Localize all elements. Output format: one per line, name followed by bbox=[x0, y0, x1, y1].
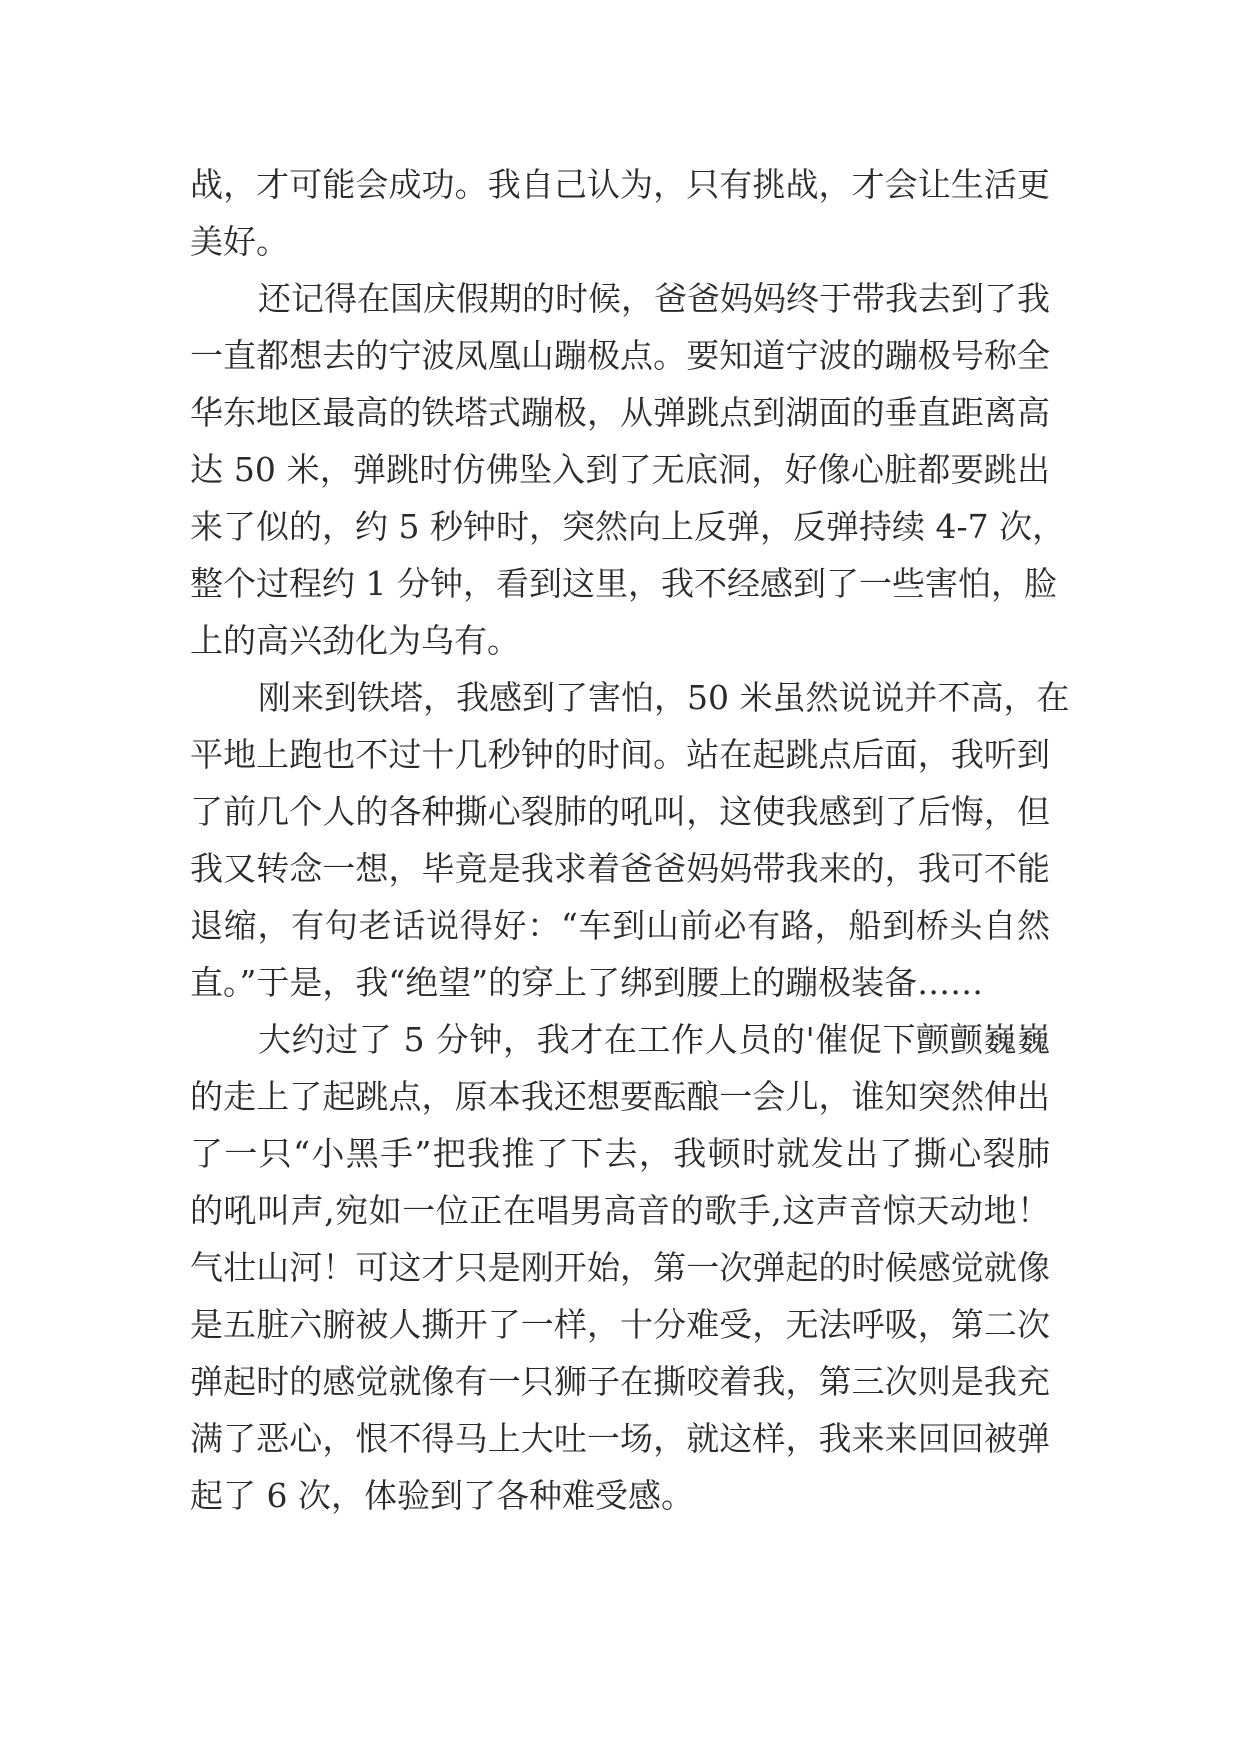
text-line: 的走上了起跳点，原本我还想要酝酿一会儿，谁知突然伸出 bbox=[190, 1077, 1050, 1116]
text-line: 气壮山河！可这才只是刚开始，第一次弹起的时候感觉就像 bbox=[190, 1248, 1050, 1287]
text-line: 了前几个人的各种撕心裂肺的吼叫，这使我感到了后悔，但 bbox=[190, 792, 1050, 831]
text-line: 华东地区最高的铁塔式蹦极，从弹跳点到湖面的垂直距离高 bbox=[190, 393, 1050, 432]
text-line: 战，才可能会成功。我自己认为，只有挑战，才会让生活更 bbox=[190, 165, 1050, 204]
text-line: 一直都想去的宁波凤凰山蹦极点。要知道宁波的蹦极号称全 bbox=[190, 336, 1050, 375]
text-line: 了一只“小黑手”把我推了下去，我顿时就发出了撕心裂肺 bbox=[190, 1134, 1050, 1173]
text-line: 还记得在国庆假期的时候，爸爸妈妈终于带我去到了我 bbox=[258, 279, 1050, 318]
text-line: 直。”于是，我“绝望”的穿上了绑到腰上的蹦极装备…… bbox=[190, 963, 984, 1002]
paragraph bbox=[190, 1011, 1050, 1524]
text-line: 的吼叫声,宛如一位正在唱男高音的歌手,这声音惊天动地！ bbox=[190, 1191, 1050, 1230]
text-line: 达 50 米，弹跳时仿佛坠入到了无底洞，好像心脏都要跳出 bbox=[190, 450, 1050, 489]
text-line: 平地上跑也不过十几秒钟的时间。站在起跳点后面，我听到 bbox=[190, 735, 1050, 774]
text-line: 我又转念一想，毕竟是我求着爸爸妈妈带我来的，我可不能 bbox=[190, 849, 1050, 888]
text-line: 上的高兴劲化为乌有。 bbox=[190, 621, 520, 660]
text-line: 整个过程约 1 分钟，看到这里，我不经感到了一些害怕，脸 bbox=[190, 564, 1057, 603]
text-line: 起了 6 次，体验到了各种难受感。 bbox=[190, 1476, 694, 1515]
text-line: 来了似的，约 5 秒钟时，突然向上反弹，反弹持续 4-7 次， bbox=[190, 507, 1066, 546]
text-line: 刚来到铁塔，我感到了害怕，50 米虽然说说并不高，在 bbox=[258, 678, 1070, 717]
text-line: 是五脏六腑被人撕开了一样，十分难受，无法呼吸，第二次 bbox=[190, 1305, 1050, 1344]
paragraph bbox=[190, 156, 1050, 270]
text-line: 弹起时的感觉就像有一只狮子在撕咬着我，第三次则是我充 bbox=[190, 1362, 1050, 1401]
body-text bbox=[190, 156, 1070, 1524]
text-line: 美好。 bbox=[190, 222, 289, 261]
paragraph bbox=[190, 669, 1070, 1011]
paragraph bbox=[190, 270, 1066, 669]
text-line: 退缩，有句老话说得好：“车到山前必有路，船到桥头自然 bbox=[190, 906, 1050, 945]
text-line: 大约过了 5 分钟，我才在工作人员的'催促下颤颤巍巍 bbox=[258, 1020, 1050, 1059]
text-line: 满了恶心，恨不得马上大吐一场，就这样，我来来回回被弹 bbox=[190, 1419, 1050, 1458]
